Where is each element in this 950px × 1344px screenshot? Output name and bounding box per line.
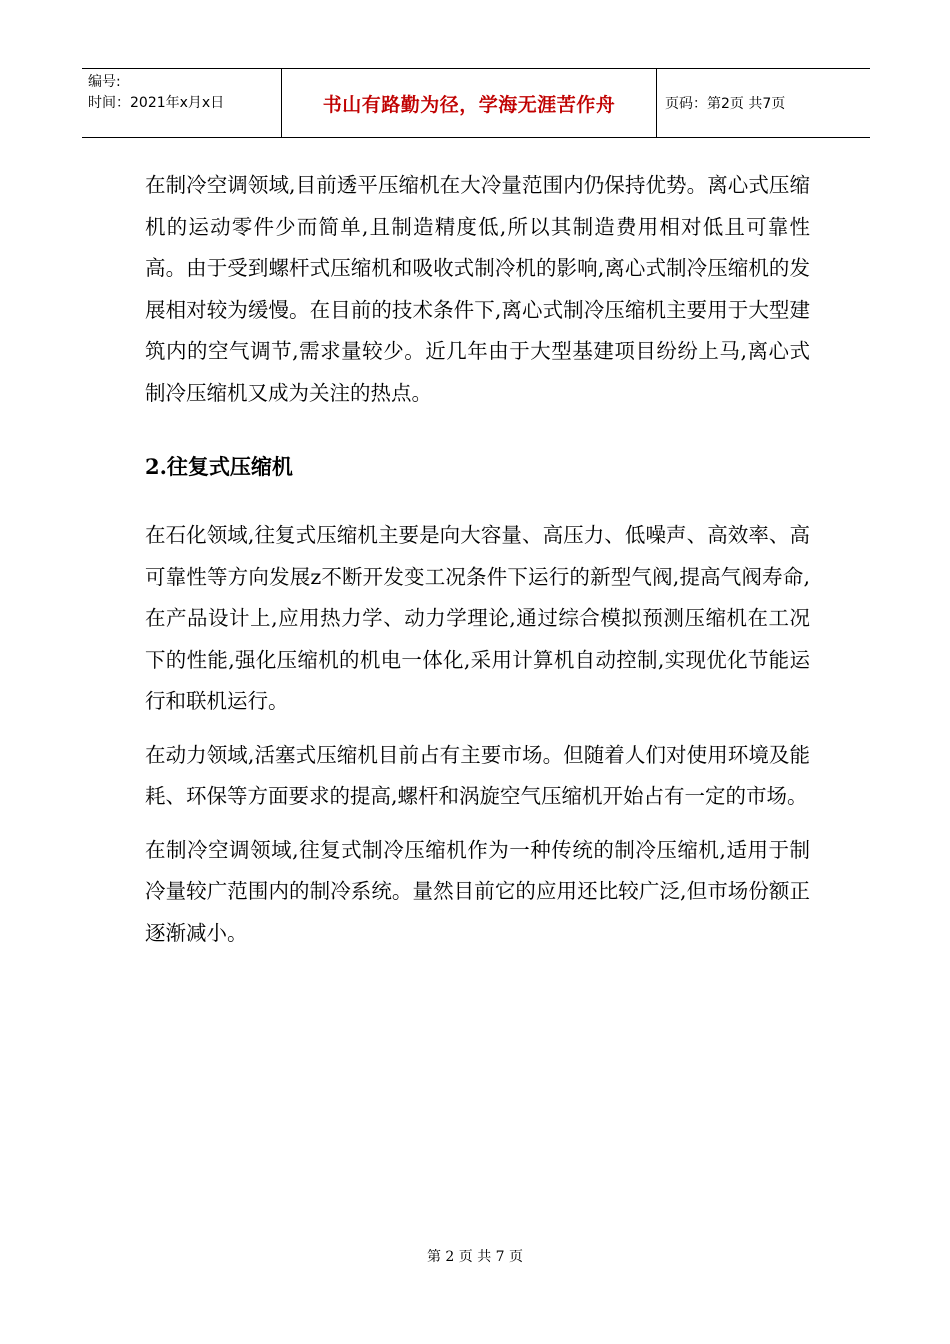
page-header: [82, 68, 870, 138]
paragraph: 在制冷空调领域,往复式制冷压缩机作为一种传统的制冷压缩机,适用于制冷量较广范围内的制冷系统。量然目前它的应用还比较广泛,但市场份额正逐渐减小。: [145, 837, 810, 945]
document-body: [145, 165, 810, 966]
page-footer: 第 2 页 共 7 页: [426, 1249, 524, 1265]
document-number-label: 编号:: [88, 74, 121, 90]
header-motto: 书山有路勤为径，学海无涯苦作舟: [282, 69, 657, 137]
section-heading: 2.往复式压缩机: [145, 454, 293, 479]
paragraph: 在制冷空调领域,目前透平压缩机在大冷量范围内仍保持优势。离心式压缩机的运动零件少而简单,且制造精度低,所以其制造费用相对低且可靠性高。由于受到螺杆式压缩机和吸收式制冷机的影响,离心式制冷压缩机的发展相对较为缓慢。在目前的技术条件下,离心式制冷压缩机主要用于大型建筑内的空气调节,需求量较少。近几年由于大型基建项目纷纷上马,离心式制冷压缩机又成为关注的热点。: [145, 173, 810, 405]
paragraph: 在动力领域,活塞式压缩机目前占有主要市场。但随着人们对使用环境及能耗、环保等方面要求的提高,螺杆和涡旋空气压缩机开始占有一定的市场。: [145, 742, 810, 808]
header-meta: [82, 69, 282, 137]
document-time-label: 时间：2021年x月x日: [88, 95, 225, 111]
paragraph: 在石化领域,往复式压缩机主要是向大容量、高压力、低噪声、高效率、高可靠性等方向发展z不断开发变工况条件下运行的新型气阀,提高气阀寿命,在产品设计上,应用热力学、动力学理论,通过综合模拟预测压缩机在工况下的性能,强化压缩机的机电一体化,采用计算机自动控制,实现优化节能运行和联机运行。: [145, 523, 810, 713]
header-page-info: 页码：第2页 共7页: [665, 96, 786, 112]
